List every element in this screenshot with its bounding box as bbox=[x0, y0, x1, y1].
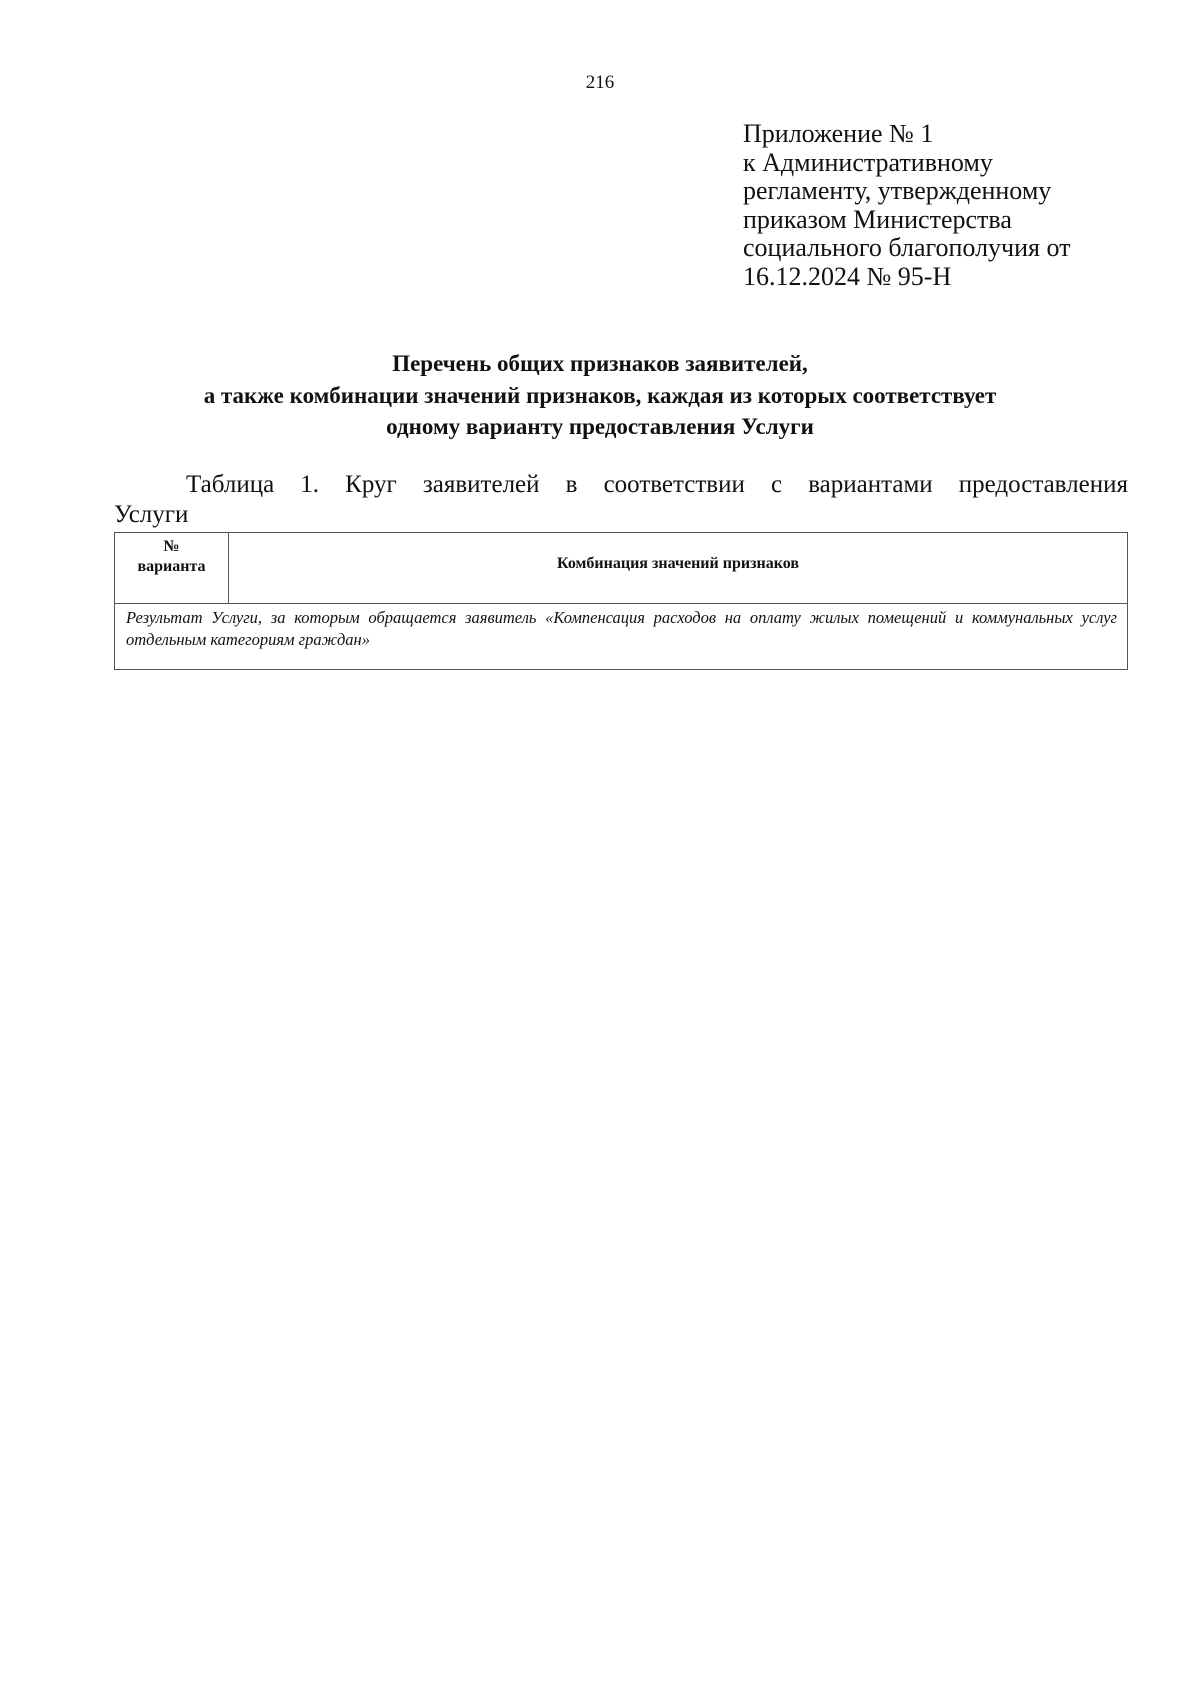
result-cell: Результат Услуги, за которым обращается заявитель «Компенсация расходов на оплату жилых помещений и коммунальных услуг отдельным категориям граждан» bbox=[115, 604, 1128, 670]
appendix-line: Приложение № 1 bbox=[743, 119, 934, 148]
table-row bbox=[115, 604, 1128, 670]
appendix-line: приказом Министерства bbox=[743, 204, 1012, 234]
header-variant-number-symbol: № bbox=[163, 538, 180, 555]
caption-line-1: Таблица 1. Круг заявителей в соответствии с вариантами предоставления bbox=[186, 471, 1128, 498]
header-combination: Комбинация значений признаков bbox=[229, 533, 1128, 604]
title-line: одному варианту предоставления Услуги bbox=[386, 414, 814, 439]
appendix-reference bbox=[743, 120, 1163, 292]
appendix-line: 16.12.2024 № 95-Н bbox=[743, 261, 952, 291]
page-number: 216 bbox=[585, 72, 615, 93]
table-header-row bbox=[115, 533, 1128, 604]
header-variant-number bbox=[115, 533, 229, 604]
caption-line-1-wrap bbox=[114, 470, 1128, 500]
title-line: а также комбинации значений признаков, каждая из которых соответствует bbox=[203, 382, 997, 408]
caption-line-2: Услуги bbox=[114, 501, 189, 528]
table-caption bbox=[114, 470, 1128, 530]
appendix-line: социального благополучия от bbox=[743, 233, 1071, 263]
appendix-line: к Административному bbox=[743, 147, 993, 177]
header-variant-number-label: варианта bbox=[137, 558, 206, 575]
title-line: Перечень общих признаков заявителей, bbox=[392, 351, 808, 376]
applicants-table bbox=[114, 532, 1128, 670]
caption-indent bbox=[114, 470, 186, 500]
appendix-line: регламенту, утвержденному bbox=[743, 176, 1052, 206]
document-title bbox=[0, 348, 1200, 443]
